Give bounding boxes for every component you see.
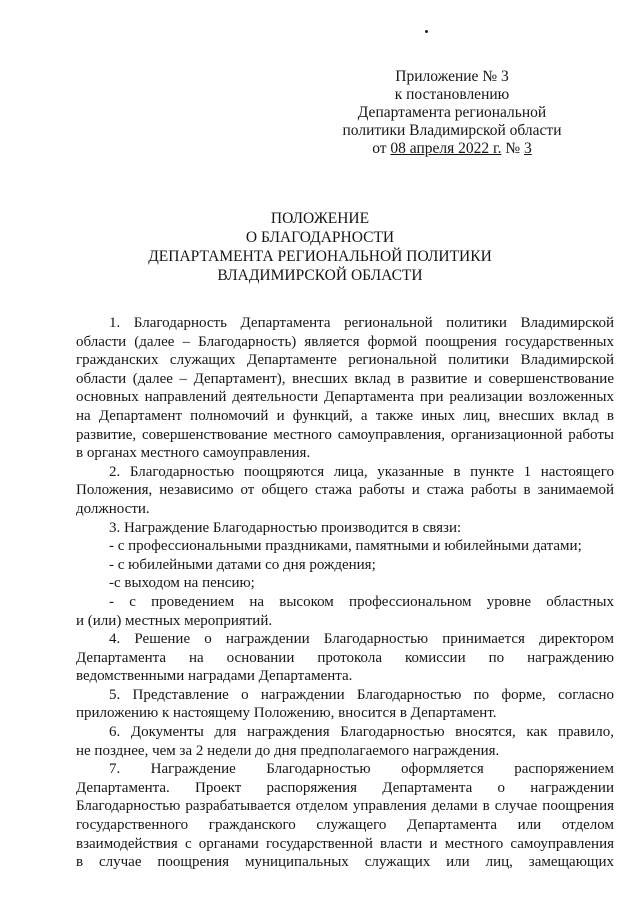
title-line: ВЛАДИМИРСКОЙ ОБЛАСТИ — [217, 267, 423, 284]
number-value: 3 — [524, 140, 532, 157]
body-line: Департамента. Проект распоряжения Департамента о награждении — [76, 779, 614, 796]
appendix-header — [322, 68, 582, 158]
appendix-line: Департамента региональной — [357, 104, 547, 121]
appendix-line: Приложение № 3 — [395, 68, 509, 85]
body-line: на Департамент полномочий и функций, а также иных лиц, внесших вклад в — [76, 407, 614, 424]
title-line: ДЕПАРТАМЕНТА РЕГИОНАЛЬНОЙ ПОЛИТИКИ — [148, 248, 492, 265]
body-line: 4. Решение о награждении Благодарностью принимается директором — [109, 631, 614, 648]
document-body — [76, 314, 614, 872]
body-line: должности. — [76, 500, 150, 517]
body-line: Благодарностью разрабатывается отделом управления делами в случае поощрения — [76, 798, 614, 815]
body-line: 6. Документы для награждения Благодарностью вносятся, как правило, — [109, 724, 614, 741]
date-prefix: от — [372, 140, 391, 157]
body-line: - с проведением на высоком профессиональном уровне областных — [109, 593, 614, 610]
appendix-date-line — [322, 140, 582, 158]
body-line: 5. Представление о награждении Благодарностью по форме, согласно — [109, 686, 614, 703]
body-line: государственного гражданского служащего Департамента или отделом — [76, 817, 614, 834]
body-line: не позднее, чем за 2 недели до дня предполагаемого награждения. — [76, 742, 500, 759]
title-line: ПОЛОЖЕНИЕ — [270, 210, 370, 227]
body-line: в органах местного самоуправления. — [76, 445, 311, 462]
document-title — [0, 209, 640, 285]
body-line: Департамента на основании протокола комиссии по награждению — [76, 649, 614, 666]
body-line: взаимодействия с органами государственной власти и местного самоуправления — [76, 835, 614, 852]
body-line: -с выходом на пенсию; — [109, 575, 255, 592]
body-line: гражданских служащих Департаменте региональной политики Владимирской — [76, 352, 614, 369]
body-line: 3. Награждение Благодарностью производится в связи: — [109, 519, 462, 536]
scan-speck — [425, 30, 428, 33]
body-line: основных направлений деятельности Департамента при реализации возложенных — [76, 389, 614, 406]
body-line: в случае поощрения муниципальных служащих или лиц, замещающих — [76, 854, 614, 871]
title-line: О БЛАГОДАРНОСТИ — [245, 229, 395, 246]
body-line: - с юбилейными датами со дня рождения; — [109, 556, 376, 573]
body-line: 7. Награждение Благодарностью оформляется распоряжением — [109, 761, 614, 778]
body-line: ведомственными наградами Департамента. — [76, 668, 353, 685]
date-value: 08 апреля 2022 г. — [390, 140, 502, 157]
body-line: области (далее – Благодарность) является формой поощрения государственных — [76, 333, 614, 350]
body-line: развитие, совершенствование местного самоуправления, организационной работы — [76, 426, 614, 443]
body-line: - с профессиональными праздниками, памятными и юбилейными датами; — [109, 538, 582, 555]
body-line: и (или) местных мероприятий. — [76, 612, 273, 629]
body-line: приложению к настоящему Положению, вносится в Департамент. — [76, 705, 497, 722]
body-line: области (далее – Департамент), внесших вклад в развитие и совершенствование — [76, 370, 614, 387]
number-prefix: № — [501, 140, 525, 157]
body-line: Положения, независимо от общего стажа работы и стажа работы в занимаемой — [76, 482, 614, 499]
appendix-line: политики Владимирской области — [342, 122, 562, 139]
body-line: 2. Благодарностью поощряются лица, указанные в пункте 1 настоящего — [109, 463, 614, 480]
appendix-line: к постановлению — [394, 86, 510, 103]
body-line: 1. Благодарность Департамента региональной политики Владимирской — [109, 315, 614, 331]
